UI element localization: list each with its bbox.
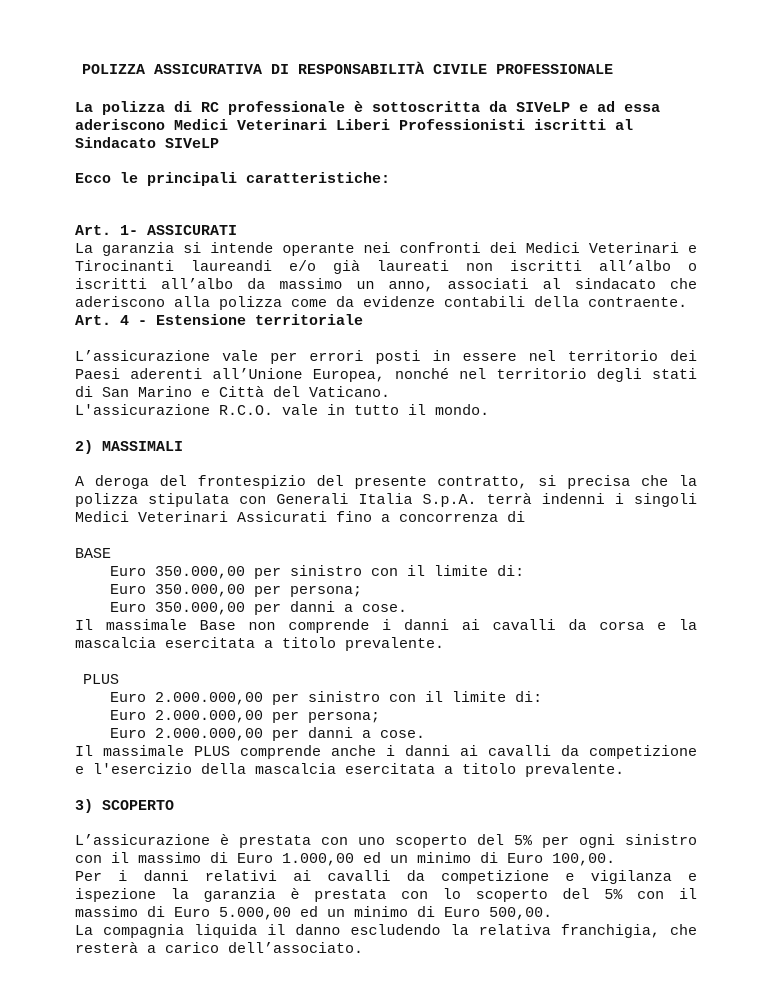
scoperto-paragraph-2: Per i danni relativi ai cavalli da competizione e vigilanza e ispezione la garanzia è prestata con lo scoperto del 5% con il massimo di Euro 5.000,00 ed un minimo di Euro 500,00. xyxy=(75,869,697,922)
base-line: Euro 350.000,00 per sinistro con il limite di: xyxy=(110,564,525,581)
massimali-intro: A deroga del frontespizio del presente contratto, si precisa che la polizza stipulata con Generali Italia S.p.A. terrà indenni i singoli Medici Veterinari Assicurati fino a concorrenza di xyxy=(75,474,697,527)
base-line: Euro 350.000,00 per danni a cose. xyxy=(110,600,408,617)
base-line: Euro 350.000,00 per persona; xyxy=(110,582,363,599)
plus-line: Euro 2.000.000,00 per sinistro con il limite di: xyxy=(110,690,543,707)
intro-paragraph: La polizza di RC professionale è sottoscritta da SIVeLP e ad essa aderiscono Medici Veterinari Liberi Professionisti iscritti al Sindacato SIVeLP xyxy=(75,100,661,153)
art4-rco-text: L'assicurazione R.C.O. vale in tutto il mondo. xyxy=(75,403,490,420)
features-heading: Ecco le principali caratteristiche: xyxy=(75,171,391,188)
art1-heading: Art. 1- ASSICURATI xyxy=(75,223,238,240)
art4-text: L’assicurazione vale per errori posti in essere nel territorio dei Paesi aderenti all’Unione Europea, nonché nel territorio degli stati di San Marino e Città del Vaticano. xyxy=(75,349,697,402)
plus-line: Euro 2.000.000,00 per persona; xyxy=(110,708,381,725)
art1-text: La garanzia si intende operante nei confronti dei Medici Veterinari e Tirocinanti laureandi e/o già laureati non iscritti all’albo o iscritti all’albo da massimo un anno, associati al sindacato che aderiscono alla polizza come da evidenze contabili della contraente. xyxy=(75,241,697,312)
scoperto-paragraph-1: L’assicurazione è prestata con uno scoperto del 5% per ogni sinistro con il massimo di Euro 1.000,00 ed un minimo di Euro 100,00. xyxy=(75,833,697,868)
scoperto-paragraph-3: La compagnia liquida il danno escludendo la relativa franchigia, che resterà a carico dell’associato. xyxy=(75,923,697,958)
base-note: Il massimale Base non comprende i danni ai cavalli da corsa e la mascalcia esercitata a titolo prevalente. xyxy=(75,618,697,653)
base-label: BASE xyxy=(75,546,112,563)
massimali-heading: 2) MASSIMALI xyxy=(75,439,184,456)
scoperto-heading: 3) SCOPERTO xyxy=(75,798,175,815)
document-title: POLIZZA ASSICURATIVA DI RESPONSABILITÀ CIVILE PROFESSIONALE xyxy=(82,62,614,79)
art4-heading: Art. 4 - Estensione territoriale xyxy=(75,313,364,330)
plus-note: Il massimale PLUS comprende anche i danni ai cavalli da competizione e l'esercizio della mascalcia esercitata a titolo prevalente. xyxy=(75,744,697,779)
document-page xyxy=(75,62,697,959)
plus-label: PLUS xyxy=(83,672,120,689)
plus-line: Euro 2.000.000,00 per danni a cose. xyxy=(110,726,426,743)
